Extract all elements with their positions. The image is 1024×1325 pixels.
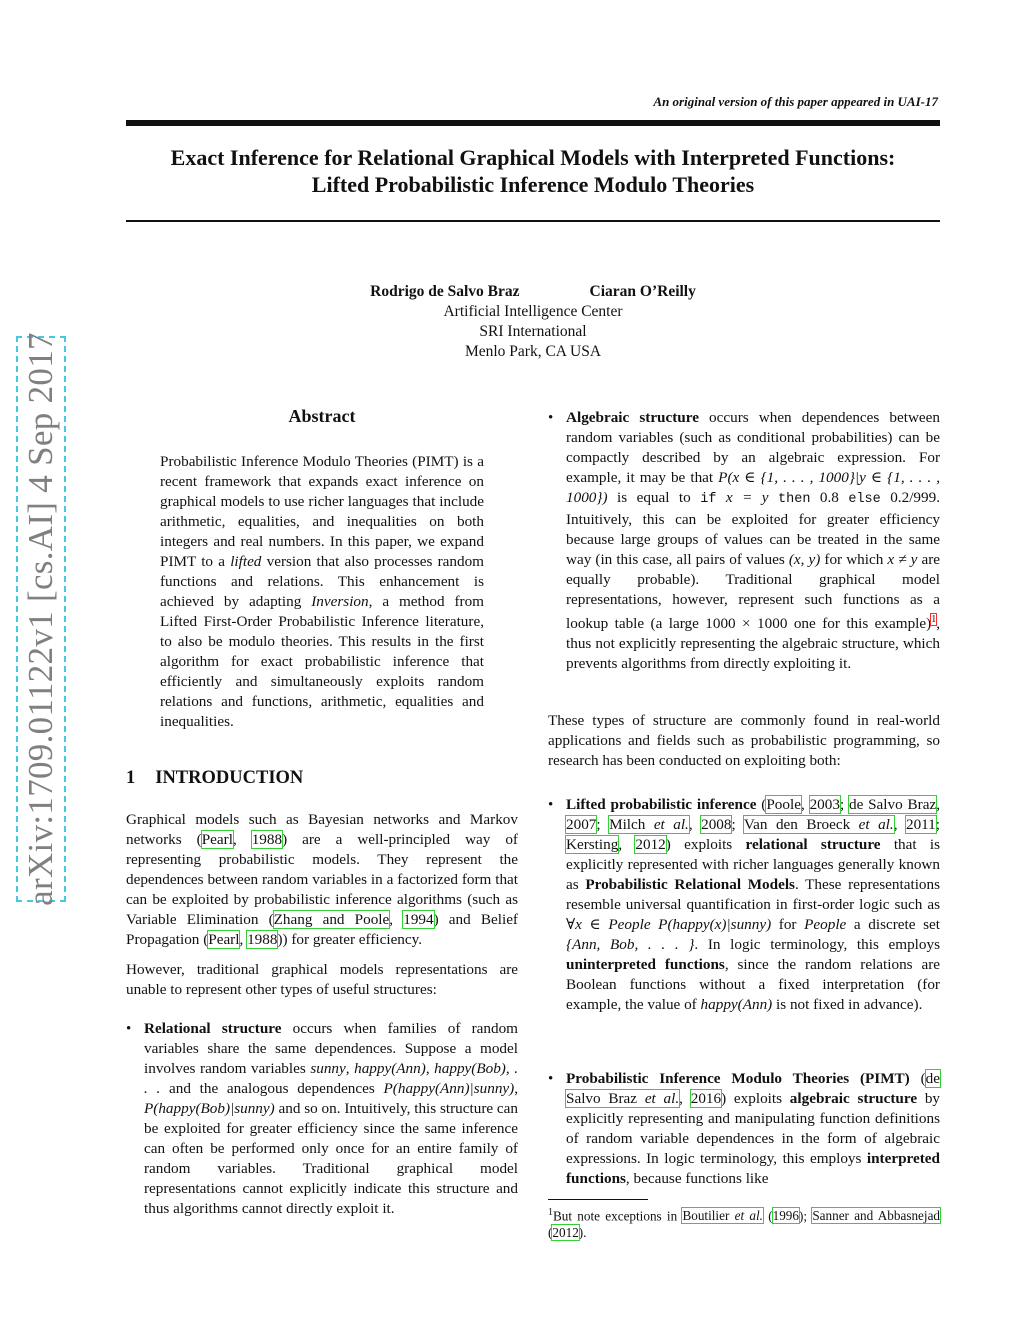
text: , because functions like [625,1170,769,1187]
bullet-pimt [548,1069,940,1189]
text: , [936,796,940,813]
math: 1000 × 1000 [705,615,788,633]
math: People [804,916,847,933]
affiliation-line-1: Artificial Intelligence Center [443,303,623,320]
text: occurs when dependences between random variables (such as conditional probabilities) can be compactly described by an algebraic expression. For example, it may be that [566,409,940,486]
citation-link[interactable]: Zhang and Poole [273,911,390,928]
text: )) for greater efficiency. [277,931,423,948]
header-note: An original version of this paper appeared in UAI-17 [653,94,938,109]
math: 0.8 [810,489,849,506]
text: , [800,796,810,813]
abstract-emph-inversion: Inversion [311,593,369,610]
citation-link[interactable]: 2012 [635,836,666,853]
text: is equal to [607,489,701,506]
text: , [425,1060,435,1077]
text: ); [798,1208,813,1224]
citation-author: Milch [609,816,654,833]
citation-link[interactable] [744,816,894,833]
citation-link[interactable] [609,816,689,833]
bullet-dot: • [548,1071,554,1087]
citation-link[interactable]: Pearl [201,831,233,848]
citation-link[interactable]: Sanner and Abbasnejad [812,1208,941,1224]
abstract-body [160,452,484,732]
bullet-relational-structure [126,1019,518,1219]
text: . These representations resemble universal quantification in first-order logic such as [566,876,941,913]
bullet-dot: • [548,410,554,426]
arxiv-id: arXiv:1709.01122v1 [cs.AI] 4 Sep 2017 [21,332,60,906]
math: happy(Ann) [354,1060,426,1077]
citation-author: Boutilier [682,1208,735,1224]
text: occurs when families of random variables share the same dependences. Suppose a model involves random variables [144,1020,518,1077]
text: , [893,816,906,833]
math: happy(Bob), . . . [144,1060,518,1097]
citation-link[interactable]: 2003 [809,796,840,813]
text: are equally probable). Traditional graphical model representations, however, represent such functions as a lookup table (a large [566,551,940,633]
text: , thus not explicitly representing the algebraic structure, which prevents algorithms from directly exploiting it. [566,615,940,673]
citation-link[interactable]: de Salvo Braz [848,796,937,813]
text: But note exceptions in [553,1208,683,1224]
text: ( [548,1225,553,1241]
abstract-text: version that also processes random functions and relations. This enhancement is achieved by adapting [160,553,484,610]
text: ; [596,816,610,833]
footnote [548,1204,940,1241]
intro-paragraph-2: However, traditional graphical models representations are unable to represent other types of useful structures: [126,961,518,998]
text: and the analogous dependences [160,1080,384,1097]
bullet-lead: Relational structure [144,1020,282,1037]
citation-etal: et al. [653,816,689,833]
citation-link[interactable]: 1994 [403,911,434,928]
text: is not fixed in advance). [772,996,923,1013]
citation-link[interactable]: Poole [766,796,801,813]
paper-title [126,144,940,198]
math: P(happy(Ann)|sunny) [383,1080,515,1097]
text: one for this example) [787,615,932,633]
citation-author: Van den Broeck [743,816,859,833]
abstract-text: Probabilistic Inference Modulo Theories (PIMT) is a recent framework that expands exact inference on graphical models to use richer languages that include arithmetic, equalities, and inequalities on both integers and real numbers. In this paper, we expand PIMT to a [160,453,484,570]
intro-paragraph-1: Graphical models such as Bayesian networks and Markov networks (Pearl, 1988) are a well-principled way of representing probabilistic models. They represent the dependences between random variables in a factorized form that can be exploited by probabilistic inference algorithms (such as Variable Elimination (Zhang and Poole, 1994) and Belief Propagation (Pearl, 1988)) for greater efficiency. [126,811,518,948]
abstract-text: , a method from Lifted First-Order Probabilistic Inference literature, to also be modulo theories. This results in the first algorithm for exact probabilistic inference that efficiently and simultaneously exploits random relations and functions, arithmetic, equalities and inequalities. [160,593,484,730]
text: , [688,816,702,833]
citation-author: de Salvo Braz [566,1070,940,1107]
bold-term: algebraic structure [789,1090,918,1107]
math: ∀x ∈ People P(happy(x)|sunny) [566,916,772,933]
bold-term: interpreted functions [566,1150,940,1187]
abstract-heading: Abstract [288,406,356,426]
citation-link[interactable]: 2011 [905,816,936,833]
text: , [345,1060,355,1077]
bullet-lead: Probabilistic Inference Modulo Theories (PIMT) [566,1070,910,1087]
keyword: else [848,492,881,507]
text: ). [578,1225,587,1241]
math: P(x ∈ {1, . . . , 1000}|y ∈ {1, . . . , 1000}) [566,469,940,506]
bullet-text [566,1069,940,1189]
math: sunny [310,1060,346,1077]
text: that is explicitly represented with richer languages generally known as [566,836,940,893]
math: {Ann, Bob, . . . } [566,936,695,953]
text: ( [756,796,767,813]
keyword: if [700,492,717,507]
citation-link[interactable]: 1988 [247,931,278,948]
citation-link[interactable]: 2007 [566,816,597,833]
text: a discrete set [846,916,940,933]
bullet-text [566,795,940,1015]
text: by explicitly representing and manipulating function definitions of random variable dependences in the form of algebraic expressions. In logic terminology, this employs [566,1090,941,1167]
section-number: 1 [126,768,136,788]
math: (x, y) [788,551,821,568]
text: ; [839,796,849,813]
arxiv-sidebar-link[interactable] [16,332,66,906]
author-2: Ciaran O’Reilly [589,283,696,300]
footnote-rule [548,1199,648,1200]
text: . Intuitively, this can be exploited for greater efficiency because large groups of values can be treated in the same way (in this case, all pairs of values [566,489,940,568]
keyword: then [778,492,811,507]
text: ) and Belief Propagation ( [126,911,518,948]
footnote-mark: 1 [548,1207,553,1218]
text: , since the random relations are Boolean functions without a fixed interpretation (for example, the value of [566,956,940,1013]
section-heading [126,768,303,789]
bullet-lifted-inference [548,795,940,1015]
citation-link[interactable]: 2012 [552,1225,579,1241]
bullet-text [144,1019,518,1219]
types-paragraph: These types of structure are commonly found in real-world applications and fields such as probabilistic programming, so research has been conducted on exploiting both: [548,712,940,769]
bullet-algebraic-structure [548,408,940,674]
affiliation-line-3: Menlo Park, CA USA [464,343,602,360]
bullet-lead: Algebraic structure [566,409,699,426]
title-line-2: Lifted Probabilistic Inference Modulo Theories [311,172,755,197]
author-names [126,282,940,302]
math: x ≠ y [887,551,918,568]
bullet-dot: • [126,1021,132,1037]
bold-term: uninterpreted functions [566,956,725,973]
bold-term: relational structure [745,836,881,853]
bold-term: Probabilistic Relational Models [585,876,795,893]
affiliation-line-2: SRI International [479,323,587,340]
citation-link[interactable] [682,1208,763,1223]
text: . In logic terminology, this employs [694,936,940,953]
text: for which [820,551,888,568]
abstract-emph-lifted: lifted [230,553,262,570]
citation-link[interactable]: 1996 [772,1208,799,1224]
text: ( [762,1208,773,1224]
text: ( [909,1070,926,1087]
citation-link[interactable]: 2008 [701,816,732,833]
citation-link[interactable]: 1988 [251,831,283,848]
math: 0.2/999 [880,489,937,506]
text: and so on. Intuitively, this structure can be exploited for greater efficiency since the same inference can often be performed only once for an entire family of random variables. Traditional graphical model representations cannot explicitly indicate this structure and thus algorithms cannot directly exploit it. [144,1100,518,1217]
citation-link[interactable]: Pearl [208,931,240,948]
text: ; [731,816,744,833]
citation-link[interactable]: Kersting [566,836,619,853]
math: P(happy(Bob)|sunny) [144,1100,275,1117]
math: happy(Ann) [700,996,773,1013]
bullet-lead: Lifted probabilistic inference [566,796,757,813]
text: , [514,1080,519,1097]
text: , [679,1090,691,1107]
bullet-text [566,408,940,674]
text: ; [935,816,941,833]
citation-link[interactable]: 2016 [690,1090,722,1107]
citation-etal: et al. [858,816,894,833]
footnote-link[interactable]: 1 [931,614,937,625]
text: , [618,836,636,853]
citation-etal: et al. [644,1090,680,1107]
text: ) are a well-principled way of representing probabilistic models. They represent the dependences between random variables in a factorized form that can be exploited by probabilistic inference algorithms (such as Variable Elimination ( [126,831,518,928]
title-top-rule [126,120,940,126]
bullet-dot: • [548,797,554,813]
author-1: Rodrigo de Salvo Braz [370,283,520,300]
math: x = y [716,489,779,506]
text: ) exploits [721,1090,790,1107]
citation-etal: et al. [734,1208,763,1224]
title-line-1: Exact Inference for Relational Graphical Models with Interpreted Functions: [170,145,896,170]
title-bottom-rule [126,220,940,222]
author-block [126,282,940,362]
text: ) exploits [665,836,746,853]
section-title: INTRODUCTION [155,768,304,788]
text: Graphical models such as Bayesian networks and Markov networks ( [126,811,518,848]
text: for [771,916,805,933]
